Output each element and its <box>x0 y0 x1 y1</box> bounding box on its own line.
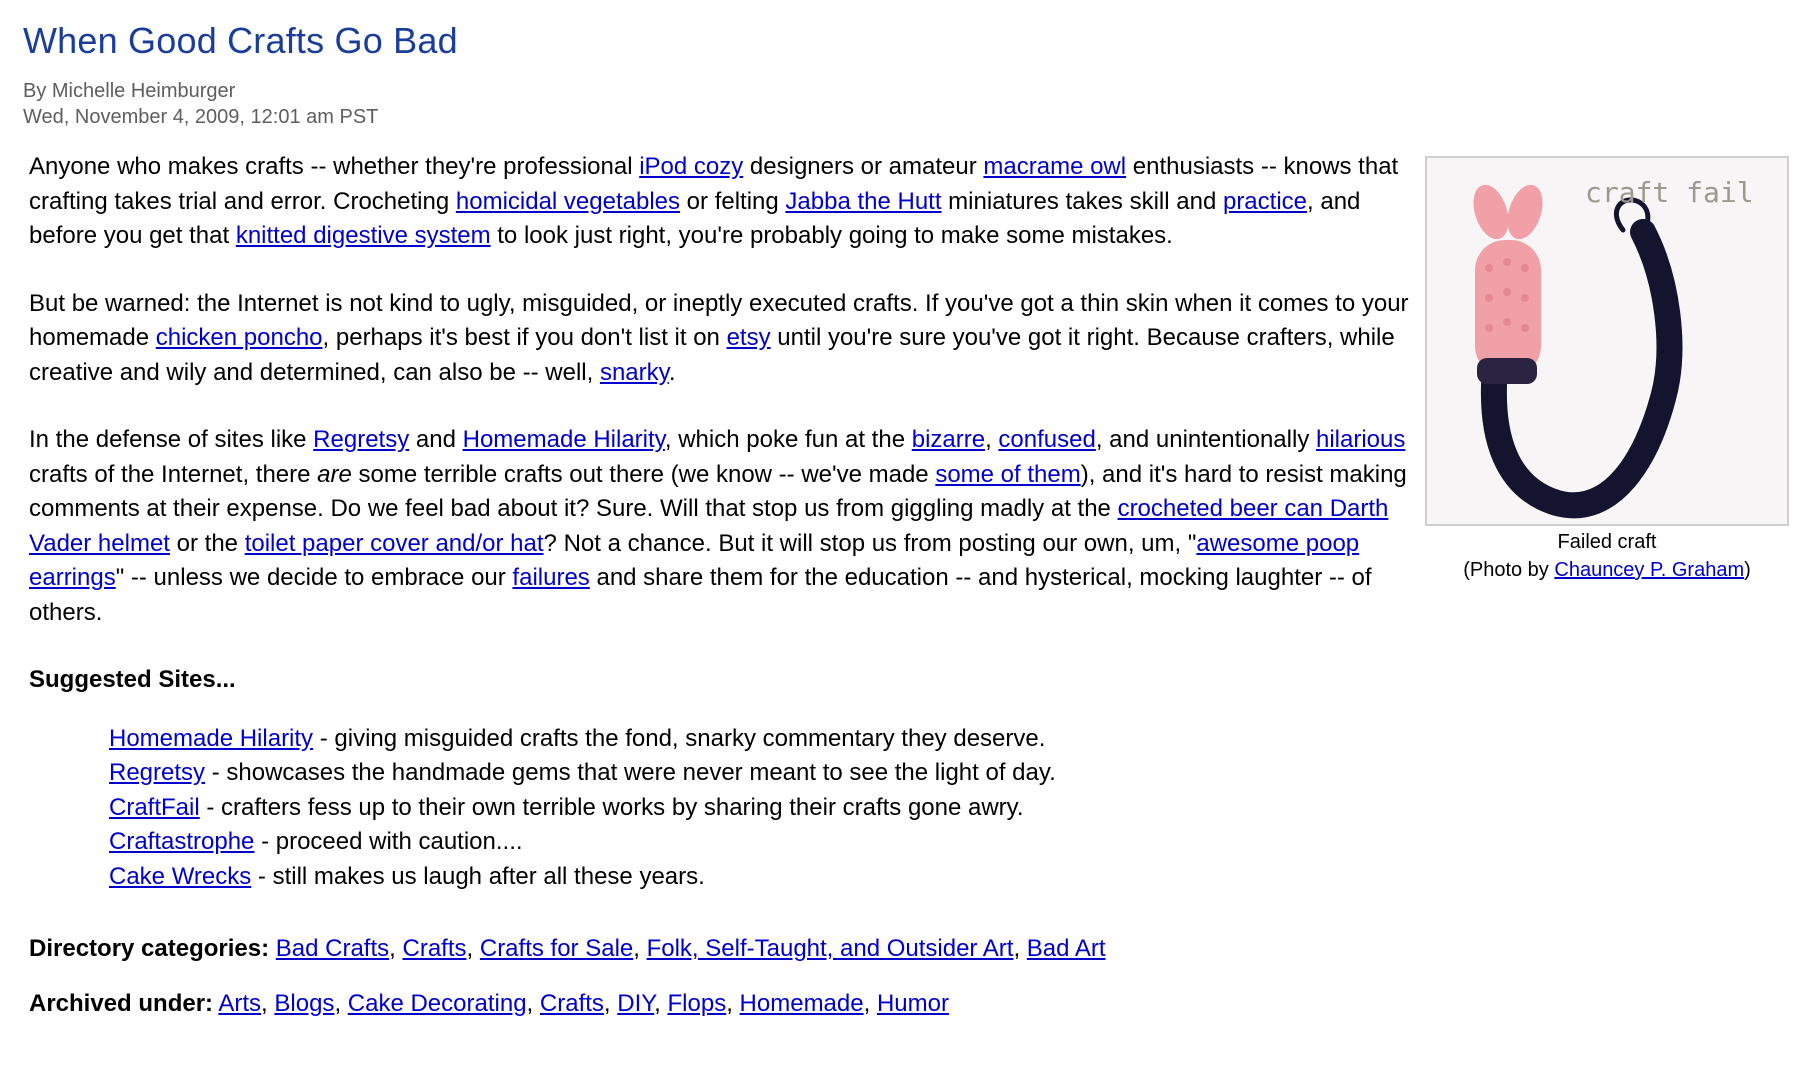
archived-label: Archived under: <box>29 989 214 1017</box>
paragraph-intro: Anyone who makes crafts -- whether they're professional iPod cozy designers or amateur macrame owl enthusiasts -- knows that crafting takes trial and error. Crocheting homicidal vegetables or felting Jabba the Hutt miniatures takes skill and practice, and before you get that knitted digestive system to look just right, you're probably going to make some mistakes. <box>29 153 1399 249</box>
directory-label: Directory categories: <box>29 935 270 962</box>
publish-date: Wed, November 4, 2009, 12:01 am PST <box>23 106 379 128</box>
list-item: Homemade Hilarity - giving misguided crafts the fond, snarky commentary they deserve. <box>109 724 1046 752</box>
article-body <box>29 150 1789 1041</box>
link-failures[interactable]: failures <box>512 564 590 591</box>
suggested-link-craftastrophe[interactable]: Craftastrophe <box>109 828 255 855</box>
archive-link-cake-decorating[interactable]: Cake Decorating <box>347 989 527 1017</box>
photo-figure <box>1425 156 1789 584</box>
list-item: CraftFail - crafters fess up to their own terrible works by sharing their crafts gone awry. <box>109 793 1024 821</box>
suggested-link-craftfail[interactable]: CraftFail <box>109 793 200 821</box>
archive-link-arts[interactable]: Arts <box>218 989 262 1017</box>
link-homemade-hilarity[interactable]: Homemade Hilarity <box>462 426 665 453</box>
photographer-link[interactable]: Chauncey P. Graham <box>1554 559 1745 581</box>
archive-link-flops[interactable]: Flops <box>667 989 727 1017</box>
page-title: When Good Crafts Go Bad <box>23 20 458 61</box>
link-bizarre[interactable]: bizarre <box>911 426 986 453</box>
suggested-sites-list <box>29 722 1789 895</box>
link-macrame-owl[interactable]: macrame owl <box>983 153 1127 180</box>
suggested-sites-heading: Suggested Sites... <box>29 666 236 693</box>
list-item: Cake Wrecks - still makes us laugh after all these years. <box>109 862 705 890</box>
paragraph-warning: But be warned: the Internet is not kind to ugly, misguided, or ineptly executed crafts. If you've got a thin skin when it comes to your homemade chicken poncho, perhaps it's best if you don't list it on etsy until you're sure you've got it right. Because crafters, while creative and wily and determined, can also be -- well, snarky. <box>29 289 1409 386</box>
directory-link-crafts-for-sale[interactable]: Crafts for Sale <box>479 935 634 962</box>
link-ipod-cozy[interactable]: iPod cozy <box>639 153 744 180</box>
archive-link-humor[interactable]: Humor <box>876 989 949 1017</box>
list-item: Regretsy - showcases the handmade gems that were never meant to see the light of day. <box>109 759 1056 786</box>
link-snarky[interactable]: snarky <box>599 358 669 386</box>
author-name: By Michelle Heimburger <box>23 80 236 102</box>
photo-caption: Failed craft <box>1557 531 1657 553</box>
link-darth-vader-helmet[interactable]: crocheted beer can Darth Vader helmet <box>29 495 1389 557</box>
suggested-link-homemade-hilarity[interactable]: Homemade Hilarity <box>109 724 314 752</box>
link-toilet-paper-cover[interactable]: toilet paper cover and/or hat <box>244 529 544 557</box>
link-practice[interactable]: practice <box>1222 187 1308 215</box>
archive-link-crafts[interactable]: Crafts <box>539 989 604 1017</box>
directory-link-crafts[interactable]: Crafts <box>402 935 467 962</box>
byline <box>23 78 378 130</box>
link-awesome-poop-earrings[interactable]: awesome poop earrings <box>29 529 1360 591</box>
crochet-bunny-illustration <box>1427 158 1787 524</box>
directory-link-bad-art[interactable]: Bad Art <box>1026 935 1106 962</box>
archive-link-blogs[interactable]: Blogs <box>274 989 335 1017</box>
photo-credit: (Photo by Chauncey P. Graham) <box>1463 559 1751 581</box>
paragraph-defense: In the defense of sites like Regretsy and Homemade Hilarity, which poke fun at the bizarre, confused, and unintentionally hilarious crafts of the Internet, there are some terrible crafts out there (we know -- we've made some of them), and it's hard to resist making comments at their expense. Do we feel bad about it? Sure. Will that stop us from giggling madly at the crocheted beer can Darth Vader helmet or the toilet paper cover and/or hat? Not a chance. But it will stop us from posting our own, um, "awesome poop earrings" -- unless we decide to embrace our failures and share them for the education -- and hysterical, mocking laughter -- of others. <box>29 426 1407 626</box>
archive-link-diy[interactable]: DIY <box>617 989 655 1017</box>
directory-link-folk-art[interactable]: Folk, Self-Taught, and Outsider Art <box>646 935 1014 962</box>
link-confused[interactable]: confused <box>998 426 1096 453</box>
link-jabba-the-hutt[interactable]: Jabba the Hutt <box>785 187 942 215</box>
link-homicidal-vegetables[interactable]: homicidal vegetables <box>455 187 681 215</box>
photo-overlay-text: craft fail <box>1585 176 1754 209</box>
craft-fail-photo <box>1425 156 1789 526</box>
link-knitted-digestive-system[interactable]: knitted digestive system <box>235 222 491 249</box>
link-some-of-them[interactable]: some of them <box>935 460 1081 488</box>
link-regretsy[interactable]: Regretsy <box>313 426 410 453</box>
list-item: Craftastrophe - proceed with caution.... <box>109 828 523 855</box>
link-chicken-poncho[interactable]: chicken poncho <box>155 324 323 351</box>
directory-categories: Directory categories: Bad Crafts, Crafts, Crafts for Sale, Folk, Self-Taught, and Outsider Art, Bad Art <box>29 935 1106 962</box>
link-etsy[interactable]: etsy <box>726 324 771 351</box>
archive-link-homemade[interactable]: Homemade <box>739 989 864 1017</box>
directory-link-bad-crafts[interactable]: Bad Crafts <box>275 935 390 962</box>
archived-under: Archived under: Arts, Blogs, Cake Decorating, Crafts, DIY, Flops, Homemade, Humor <box>29 989 949 1017</box>
suggested-link-cake-wrecks[interactable]: Cake Wrecks <box>109 862 252 890</box>
suggested-link-regretsy[interactable]: Regretsy <box>109 759 206 786</box>
link-hilarious[interactable]: hilarious <box>1316 426 1406 453</box>
